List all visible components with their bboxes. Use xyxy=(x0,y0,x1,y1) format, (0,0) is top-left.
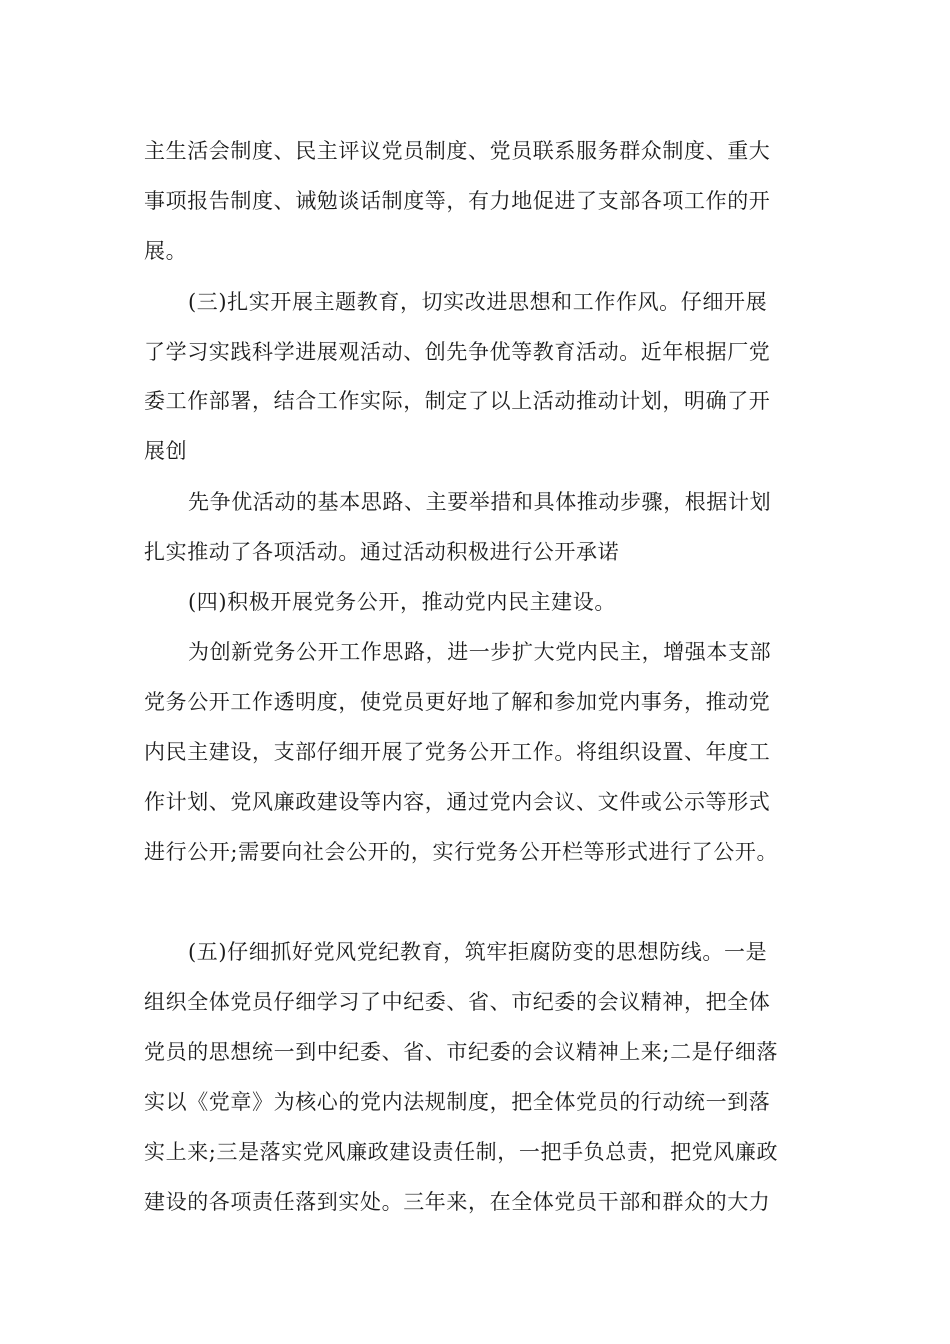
section-heading-3: (三)扎实开展主题教育，切实改进思想和工作作风。仔细开展 xyxy=(188,290,768,314)
text-line: 展。 xyxy=(144,239,188,263)
text-line: 建设的各项责任落到实处。三年来，在全体党员干部和群众的大力 xyxy=(144,1190,771,1214)
text-line: 党员的思想统一到中纪委、省、市纪委的会议精神上来;二是仔细落 xyxy=(144,1040,779,1064)
text-line: 作计划、党风廉政建设等内容，通过党内会议、文件或公示等形式 xyxy=(144,790,771,814)
text-line: 主生活会制度、民主评议党员制度、党员联系服务群众制度、重大 xyxy=(144,139,771,163)
section-heading-4: (四)积极开展党务公开，推动党内民主建设。 xyxy=(188,590,616,614)
text-line: 进行公开;需要向社会公开的，实行党务公开栏等形式进行了公开。 xyxy=(144,840,779,864)
text-line: 事项报告制度、诫勉谈话制度等，有力地促进了支部各项工作的开 xyxy=(144,189,771,213)
text-line: 内民主建设，支部仔细开展了党务公开工作。将组织设置、年度工 xyxy=(144,740,771,764)
text-line: 实以《党章》为核心的党内法规制度，把全体党员的行动统一到落 xyxy=(144,1090,771,1114)
text-line: 组织全体党员仔细学习了中纪委、省、市纪委的会议精神，把全体 xyxy=(144,990,771,1014)
paragraph-start: 为创新党务公开工作思路，进一步扩大党内民主，增强本支部 xyxy=(188,640,772,664)
text-line: 展创 xyxy=(144,439,188,463)
text-line: 实上来;三是落实党风廉政建设责任制，一把手负总责，把党风廉政 xyxy=(144,1140,779,1164)
paragraph-start: 先争优活动的基本思路、主要举措和具体推动步骤，根据计划 xyxy=(188,490,772,514)
section-heading-5: (五)仔细抓好党风党纪教育，筑牢拒腐防变的思想防线。一是 xyxy=(188,940,768,964)
text-line: 了学习实践科学进展观活动、创先争优等教育活动。近年根据厂党 xyxy=(144,340,771,364)
text-line: 党务公开工作透明度，使党员更好地了解和参加党内事务，推动党 xyxy=(144,690,771,714)
text-line: 委工作部署，结合工作实际，制定了以上活动推动计划，明确了开 xyxy=(144,389,771,413)
text-line: 扎实推动了各项活动。通过活动积极进行公开承诺 xyxy=(144,540,620,564)
